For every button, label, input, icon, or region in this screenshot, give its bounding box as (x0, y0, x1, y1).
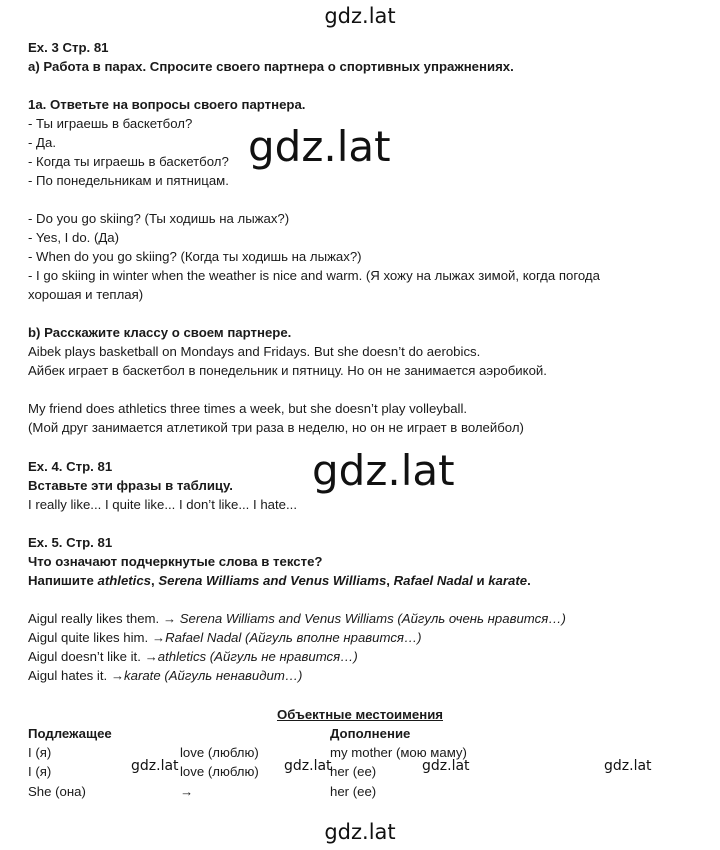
dialog-line: - Do you go skiing? (Ты ходишь на лыжах?) (28, 211, 290, 226)
dialog-line: - Yes, I do. (Да) (28, 230, 120, 245)
answer-line: Aigul doesn’t like it. →athletics (Айгуль не нравится…) (28, 649, 358, 664)
paragraph-line: Aibek plays basketball on Mondays and Fridays. But she doesn’t do aerobics. (28, 344, 481, 359)
paragraph-line: Айбек играет в баскетбол в понедельник и пятницу. Но он не занимается аэробикой. (28, 363, 547, 378)
arrow-icon: → (110, 668, 125, 683)
object-cell: her (ее) (330, 764, 377, 779)
object-cell: my mother (мою маму) (330, 745, 467, 760)
ex4-phrases: I really like... I quite like... I don’t like... I hate... (28, 497, 297, 512)
ex3-task-1a: 1a. Ответьте на вопросы своего партнера. (28, 97, 306, 112)
ex3-task-b: b) Расскажите классу о своем партнере. (28, 325, 292, 340)
ex3-heading: Ex. 3 Стр. 81 (28, 40, 109, 55)
watermark-large: gdz.lat (312, 446, 455, 495)
dialog-line: - Когда ты играешь в баскетбол? (28, 154, 229, 169)
paragraph-line: (Мой друг занимается атлетикой три раза в неделю, но он не играет в волейбол) (28, 420, 524, 435)
subject-cell: I (я) (28, 764, 52, 779)
ex4-heading: Ex. 4. Стр. 81 (28, 459, 113, 474)
dialog-line: - When do you go skiing? (Когда ты ходишь на лыжах?) (28, 249, 362, 264)
arrow-icon: → (144, 649, 158, 664)
watermark-small: gdz.lat (422, 758, 470, 774)
object-cell: her (ее) (330, 784, 377, 799)
paragraph-line: My friend does athletics three times a week, but she doesn’t play volleyball. (28, 401, 468, 416)
watermark-top: gdz.lat (324, 4, 396, 28)
verb-cell: love (люблю) (180, 745, 259, 760)
ex3-task-a: a) Работа в парах. Спросите своего партнера о спортивных упражнениях. (28, 59, 514, 74)
dialog-line: - I go skiing in winter when the weather is nice and warm. (Я хожу на лыжах зимой, когда погода (28, 268, 600, 283)
ex5-instruction: Напишите athletics, Serena Williams and Venus Williams, Rafael Nadal и karate. (28, 573, 531, 588)
subject-cell: I (я) (28, 745, 52, 760)
watermark-small: gdz.lat (604, 758, 652, 774)
subject-cell: She (она) (28, 784, 86, 799)
ex4-task: Вставьте эти фразы в таблицу. (28, 478, 233, 493)
arrow-icon: → (162, 611, 177, 626)
dialog-line: - По понедельникам и пятницам. (28, 173, 229, 188)
watermark-small: gdz.lat (131, 758, 179, 774)
answer-line: Aigul hates it. →karate (Айгуль ненавидит…) (28, 668, 303, 683)
pronouns-title: Объектные местоимения (276, 707, 443, 722)
dialog-line: - Да. (28, 135, 56, 150)
answer-line: Aigul quite likes him. →Rafael Nadal (Айгуль вполне нравится…) (28, 630, 422, 645)
ex5-heading: Ex. 5. Стр. 81 (28, 535, 113, 550)
watermark-large: gdz.lat (248, 122, 391, 171)
object-header: Дополнение (330, 726, 411, 741)
arrow-icon: → (151, 630, 166, 645)
ex5-question: Что означают подчеркнутые слова в тексте? (28, 554, 323, 569)
watermark-bottom: gdz.lat (324, 820, 396, 844)
verb-cell: love (люблю) (180, 764, 259, 779)
dialog-line: хорошая и теплая) (28, 287, 144, 302)
answer-line: Aigul really likes them. → Serena Williams and Venus Williams (Айгуль очень нравится…) (28, 611, 566, 626)
watermark-small: gdz.lat (284, 758, 332, 774)
dialog-line: - Ты играешь в баскетбол? (28, 116, 193, 131)
subject-header: Подлежащее (28, 726, 112, 741)
arrow-icon: → (180, 784, 194, 799)
